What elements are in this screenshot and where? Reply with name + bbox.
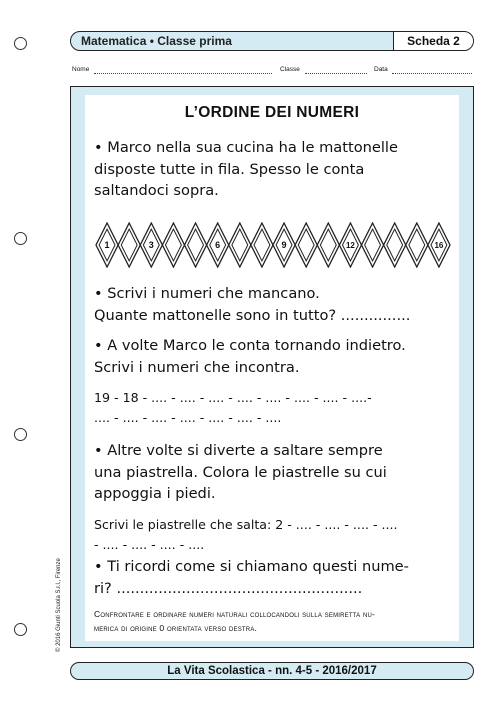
worksheet-paper [85, 95, 459, 641]
tile-label-6: 6 [215, 240, 221, 250]
tile-label-12: 12 [345, 241, 355, 250]
footer-bar: La Vita Scolastica - nn. 4-5 - 2016/2017 [70, 662, 474, 680]
tile-9[interactable] [273, 223, 295, 267]
student-info-line [70, 66, 474, 78]
tile-1[interactable] [96, 223, 118, 267]
question-3-line-2: una piastrella. Colora le piastrelle su cui [94, 463, 387, 481]
tile-10[interactable] [295, 223, 317, 267]
date-field[interactable] [392, 73, 472, 74]
tile-label-1: 1 [104, 240, 110, 250]
intro-line-3: saltandoci sopra. [94, 182, 219, 199]
tile-15[interactable] [406, 223, 428, 267]
class-field[interactable] [305, 73, 367, 74]
tile-13[interactable] [362, 223, 384, 267]
name-label: Nome [72, 66, 90, 73]
tile-5[interactable] [185, 223, 207, 267]
tile-3[interactable] [140, 223, 162, 267]
subject-label: Matematica • Classe prima [81, 34, 232, 48]
question-2-line-1: • A volte Marco le conta tornando indietro. [94, 337, 406, 354]
worksheet-title: L’ORDINE DEI NUMERI [184, 104, 360, 121]
tile-14[interactable] [384, 223, 406, 267]
tile-label-16: 16 [434, 241, 444, 250]
tile-8[interactable] [251, 223, 273, 267]
intro-line-1: • Marco nella sua cucina ha le mattonelle [94, 139, 398, 156]
copyright-note: © 2016 Giunti Scuola S.r.l., Firenze [56, 558, 62, 652]
intro-line-2: disposte tutte in fila. Spesso le conta [94, 160, 365, 178]
sheet-label: Scheda 2 [393, 32, 473, 50]
name-field[interactable] [94, 73, 272, 74]
question-4-line-2: ri? ..................................................... [94, 579, 363, 597]
binder-hole-lower-middle [14, 428, 27, 441]
question-1-line-1: • Scrivi i numeri che mancano. [94, 285, 320, 302]
tile-2[interactable] [118, 223, 140, 267]
tile-6[interactable] [207, 223, 229, 267]
tile-16[interactable] [428, 223, 450, 267]
binder-hole-bottom [14, 623, 27, 636]
objective-line-2: merica di origine 0 orientata verso destra. [94, 623, 258, 633]
tile-12[interactable] [339, 223, 361, 267]
binder-hole-upper-middle [14, 232, 27, 245]
tile-11[interactable] [317, 223, 339, 267]
tile-7[interactable] [229, 223, 251, 267]
question-3-line-3: appoggia i piedi. [94, 485, 216, 502]
skip-answer-line-2[interactable]: - .... - .... - .... - .... [94, 537, 205, 552]
skip-answer-line-1[interactable]: Scrivi le piastrelle che salta: 2 - .... - .... - .... - .... [94, 517, 398, 532]
question-1-line-2: Quante mattonelle sono in tutto? ............... [94, 306, 411, 324]
question-3-line-1: • Altre volte si diverte a saltare sempre [94, 442, 383, 459]
tile-label-9: 9 [281, 240, 287, 250]
binder-hole-top [14, 37, 27, 50]
countdown-answer-line-1[interactable]: 19 - 18 - .... - .... - .... - .... - .... - .... - .... - ....- [94, 390, 372, 405]
tile-4[interactable] [162, 223, 184, 267]
worksheet-frame [70, 86, 474, 648]
class-label: Classe [280, 66, 300, 73]
objective-line-1: Confrontare e ordinare numeri naturali collocandoli sulla semiretta nu- [94, 609, 376, 619]
tile-label-3: 3 [148, 240, 154, 250]
question-2-line-2: Scrivi i numeri che incontra. [94, 358, 300, 376]
countdown-answer-line-2[interactable]: .... - .... - .... - .... - .... - .... - .... [94, 410, 282, 425]
date-label: Data [374, 66, 388, 73]
header-bar [70, 31, 474, 51]
tile-row[interactable] [93, 222, 453, 268]
question-4-line-1: • Ti ricordi come si chiamano questi nume- [94, 558, 409, 575]
